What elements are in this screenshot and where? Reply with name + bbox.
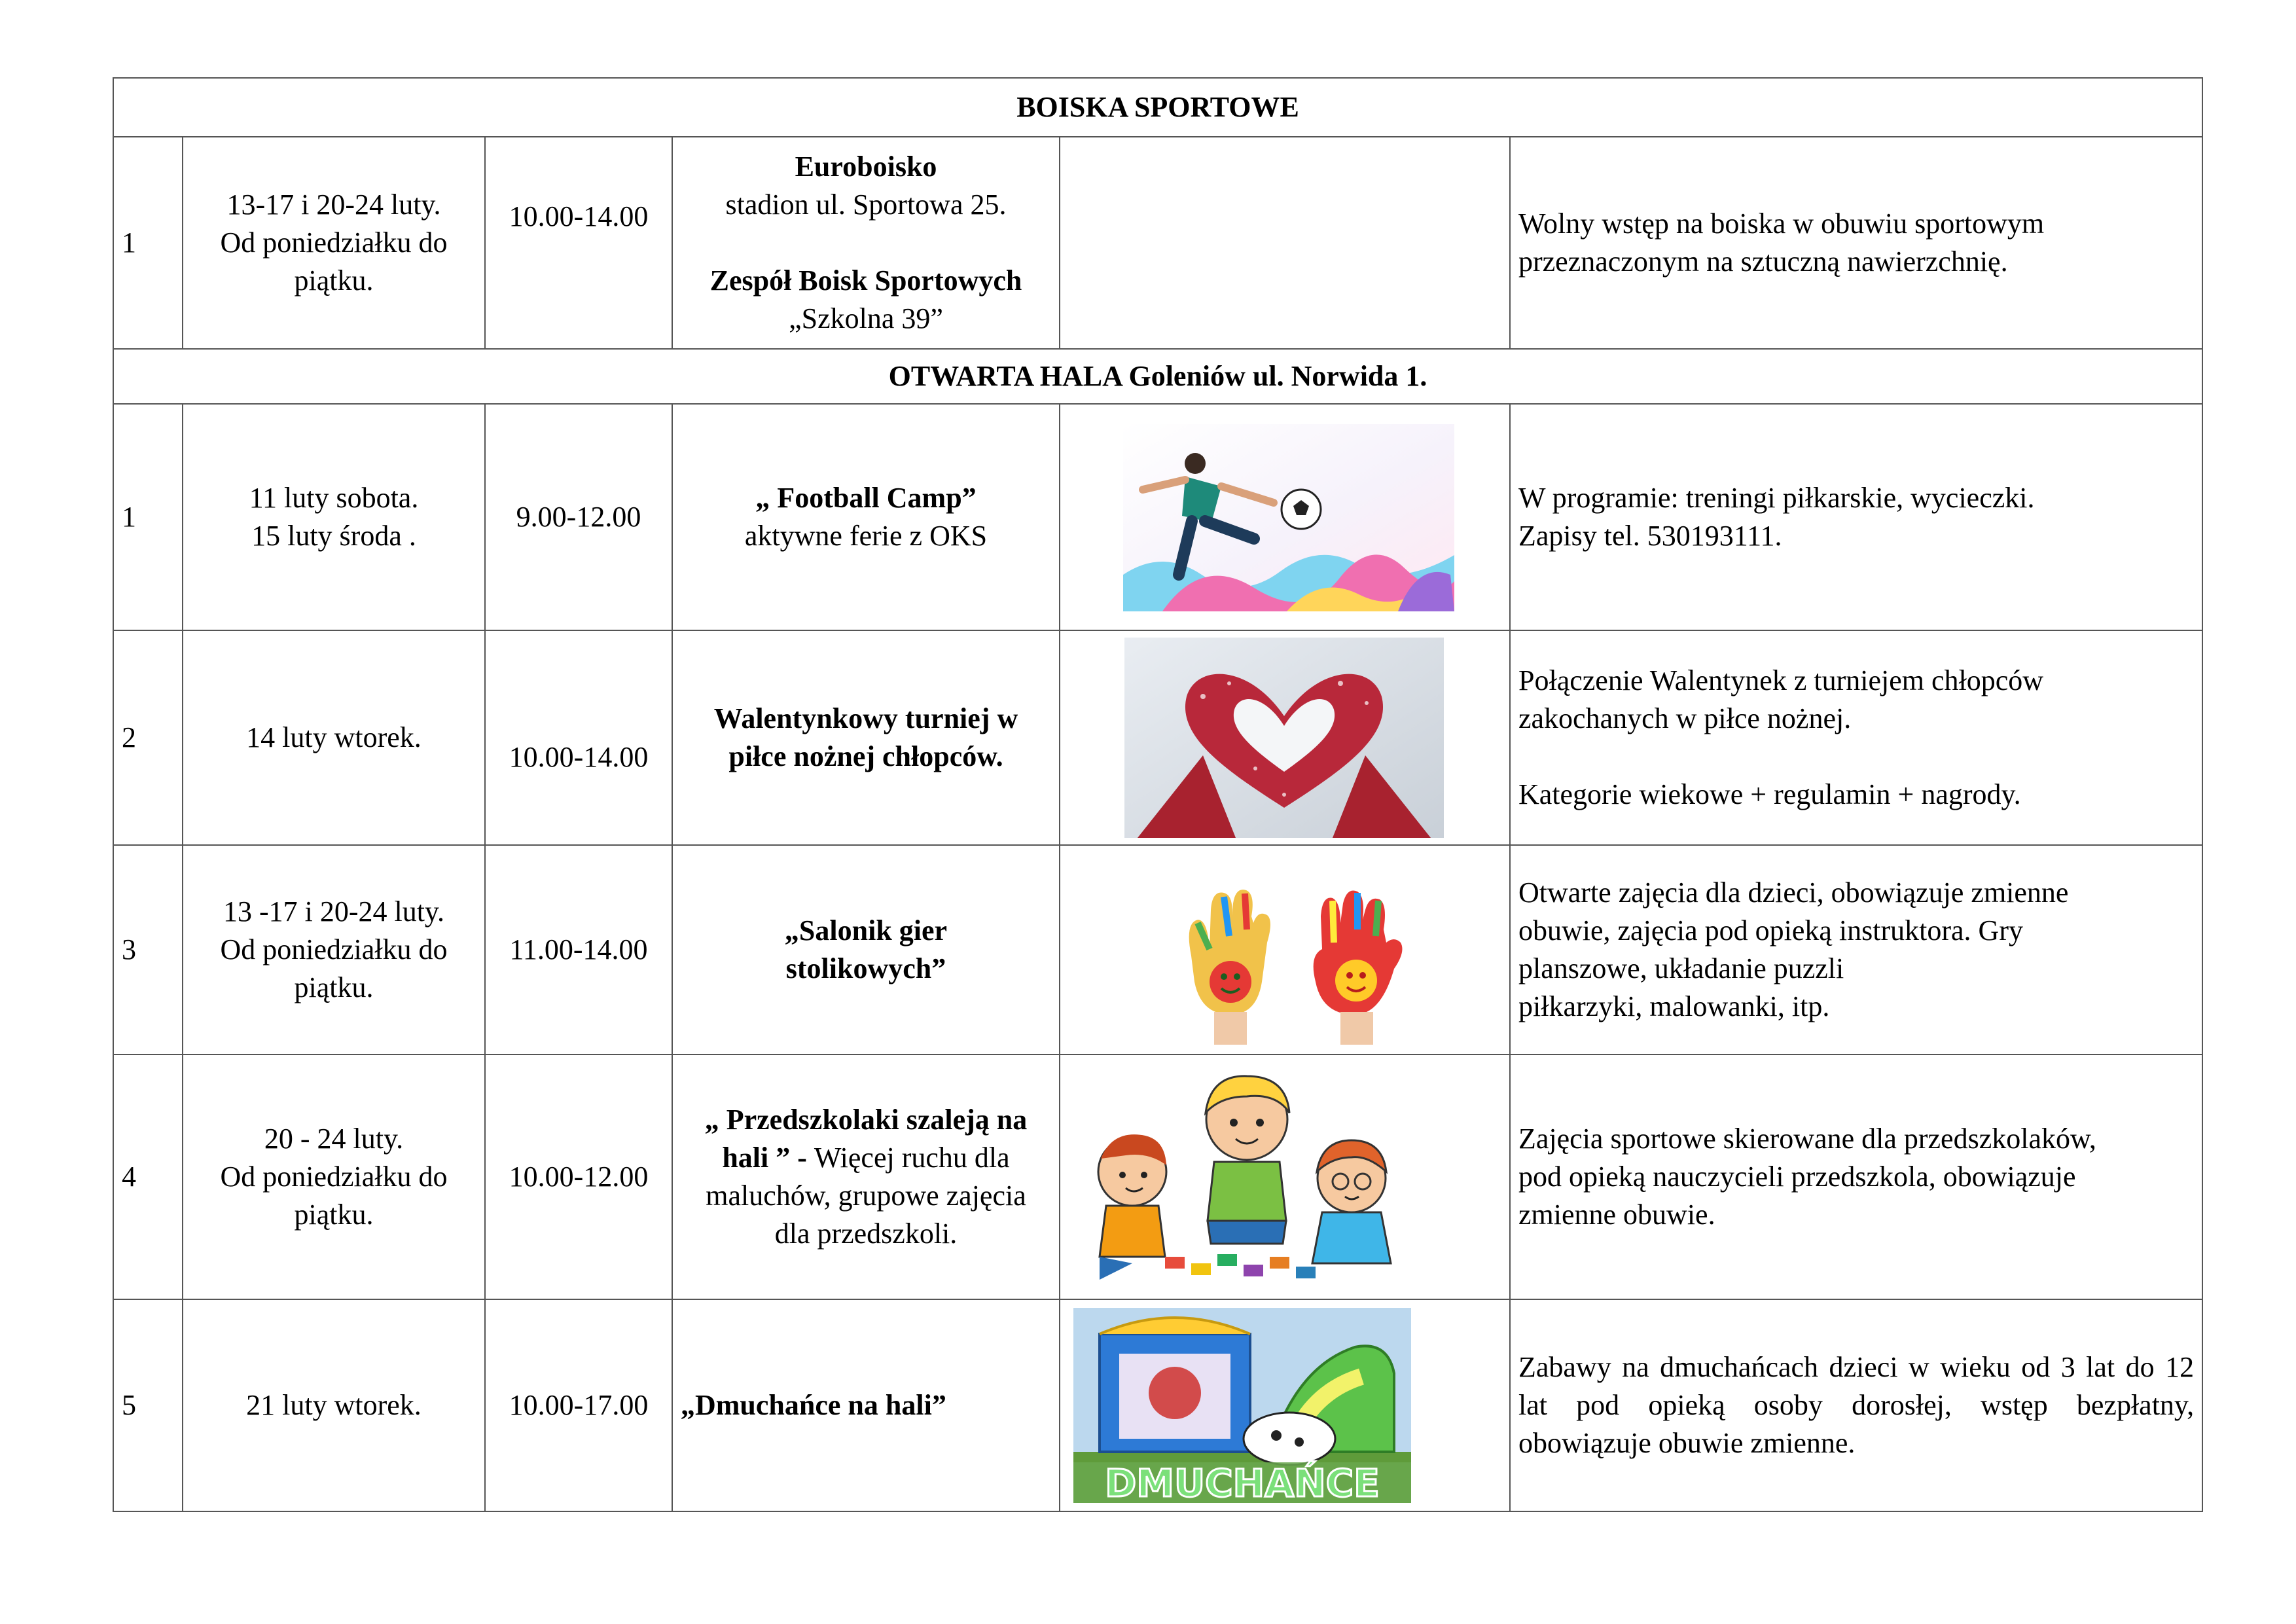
- date-line: piątku.: [294, 971, 374, 1003]
- description-line: Otwarte zajęcia dla dzieci, obowiązuje zmienne: [1518, 876, 2069, 909]
- date-line: Od poniedziałku do: [220, 226, 448, 259]
- event-title: „Dmuchańce na hali”: [681, 1389, 946, 1421]
- date-line: Od poniedziałku do: [220, 933, 448, 965]
- description-cell: [1510, 845, 2202, 1055]
- bouncy-castle-caption: DMUCHAŃCE: [1105, 1461, 1380, 1503]
- date-line: 15 luty środa .: [251, 520, 416, 552]
- time-cell: 10.00-12.00: [485, 1055, 672, 1299]
- table-row: [113, 137, 2202, 349]
- date-line: Od poniedziałku do: [220, 1161, 448, 1193]
- description-line: Zapisy tel. 530193111.: [1518, 520, 1782, 552]
- event-title: Walentynkowy turniej w: [713, 702, 1018, 734]
- image-cell: [1060, 1055, 1510, 1299]
- description-line: W programie: treningi piłkarskie, wycieczki.: [1518, 482, 2035, 514]
- event-title: „Salonik gier: [784, 914, 948, 947]
- image-cell: [1060, 1299, 1510, 1511]
- event-title: piłce nożnej chłopców.: [728, 740, 1003, 772]
- date-cell: [183, 1055, 485, 1299]
- event-cell: [672, 1055, 1060, 1299]
- section-title: OTWARTA HALA Goleniów ul. Norwida 1.: [113, 349, 2202, 404]
- table-row: [113, 1299, 2202, 1511]
- row-number: 3: [113, 845, 183, 1055]
- description-line: piłkarzyki, malowanki, itp.: [1518, 990, 1830, 1022]
- event-title: „ Przedszkolaki szaleją na: [704, 1104, 1028, 1136]
- image-cell: [1060, 630, 1510, 845]
- image-cell: [1060, 404, 1510, 630]
- description-line: Kategorie wiekowe + regulamin + nagrody.: [1518, 778, 2021, 810]
- row-number: 2: [113, 630, 183, 845]
- event-subtitle: maluchów, grupowe zajęcia: [706, 1180, 1026, 1212]
- bouncy-castle-icon: [1073, 1308, 1411, 1503]
- time-cell: 10.00-14.00: [485, 137, 672, 349]
- description-cell: [1510, 404, 2202, 630]
- date-line: 21 luty wtorek.: [246, 1389, 422, 1421]
- date-cell: [183, 404, 485, 630]
- time-cell: 9.00-12.00: [485, 404, 672, 630]
- event-title: Euroboisko: [795, 151, 937, 183]
- heart-hands-icon: [1124, 638, 1444, 838]
- event-title: stolikowych”: [785, 952, 946, 984]
- description-line: zmienne obuwie.: [1518, 1199, 1715, 1231]
- children-playing-icon: [1086, 1067, 1414, 1290]
- event-location: „Szkolna 39”: [789, 302, 943, 334]
- time-cell: 10.00-14.00: [485, 630, 672, 845]
- description-cell: [1510, 137, 2202, 349]
- table-row: [113, 845, 2202, 1055]
- description-cell: [1510, 630, 2202, 845]
- event-cell: [672, 630, 1060, 845]
- date-cell: [183, 845, 485, 1055]
- description-cell: [1510, 1055, 2202, 1299]
- event-cell: [672, 404, 1060, 630]
- description-line: Wolny wstęp na boiska w obuwiu sportowym: [1518, 208, 2045, 240]
- date-line: 14 luty wtorek.: [246, 721, 422, 753]
- description-line: obuwie, zajęcia pod opieką instruktora. Gry: [1518, 914, 2023, 947]
- image-cell-empty: [1060, 137, 1510, 349]
- description-line: Połączenie Walentynek z turniejem chłopców: [1518, 664, 2044, 696]
- event-cell: [672, 1299, 1060, 1511]
- row-number: 4: [113, 1055, 183, 1299]
- description-line: planszowe, układanie puzzli: [1518, 952, 1844, 984]
- event-title: „ Football Camp”: [755, 482, 977, 514]
- event-title: Zespół Boisk Sportowych: [709, 264, 1022, 297]
- description-line: przeznaczonym na sztuczną nawierzchnię.: [1518, 245, 2008, 278]
- time-cell: 11.00-14.00: [485, 845, 672, 1055]
- date-cell: [183, 1299, 485, 1511]
- event-subtitle: dla przedszkoli.: [774, 1218, 958, 1250]
- description-cell: Zabawy na dmuchańcach dzieci w wieku od 3 lat do 12 lat pod opieką osoby dorosłej, wstęp bezpłatny, obowiązuje obuwie zmienne.: [1510, 1299, 2202, 1511]
- row-number: 1: [113, 404, 183, 630]
- event-subtitle: Więcej ruchu dla: [814, 1142, 1010, 1174]
- event-cell: [672, 137, 1060, 349]
- date-line: 11 luty sobota.: [249, 482, 419, 514]
- event-cell: [672, 845, 1060, 1055]
- date-line: 13-17 i 20-24 luty.: [226, 189, 441, 221]
- date-line: piątku.: [294, 264, 374, 297]
- date-line: 20 - 24 luty.: [264, 1123, 404, 1155]
- date-line: piątku.: [294, 1199, 374, 1231]
- description-line: zakochanych w piłce nożnej.: [1518, 702, 1852, 734]
- row-number: 5: [113, 1299, 183, 1511]
- event-location: stadion ul. Sportowa 25.: [725, 189, 1007, 221]
- section-title: BOISKA SPORTOWE: [113, 78, 2202, 137]
- table-row: [113, 1055, 2202, 1299]
- painted-hands-icon: [1172, 884, 1414, 1045]
- description-line: Zajęcia sportowe skierowane dla przedszkolaków,: [1518, 1123, 2096, 1155]
- table-row: [113, 630, 2202, 845]
- event-subtitle: aktywne ferie z OKS: [744, 520, 988, 552]
- schedule-table: [113, 77, 2203, 1512]
- time-cell: 10.00-17.00: [485, 1299, 672, 1511]
- row-number: 1: [113, 137, 183, 349]
- image-cell: [1060, 845, 1510, 1055]
- table-row: [113, 404, 2202, 630]
- football-player-icon: [1123, 424, 1454, 611]
- date-cell: [183, 137, 485, 349]
- date-cell: [183, 630, 485, 845]
- date-line: 13 -17 i 20-24 luty.: [223, 895, 445, 928]
- description-line: pod opieką nauczycieli przedszkola, obowiązuje: [1518, 1161, 2076, 1193]
- event-title: hali ” -: [722, 1142, 814, 1174]
